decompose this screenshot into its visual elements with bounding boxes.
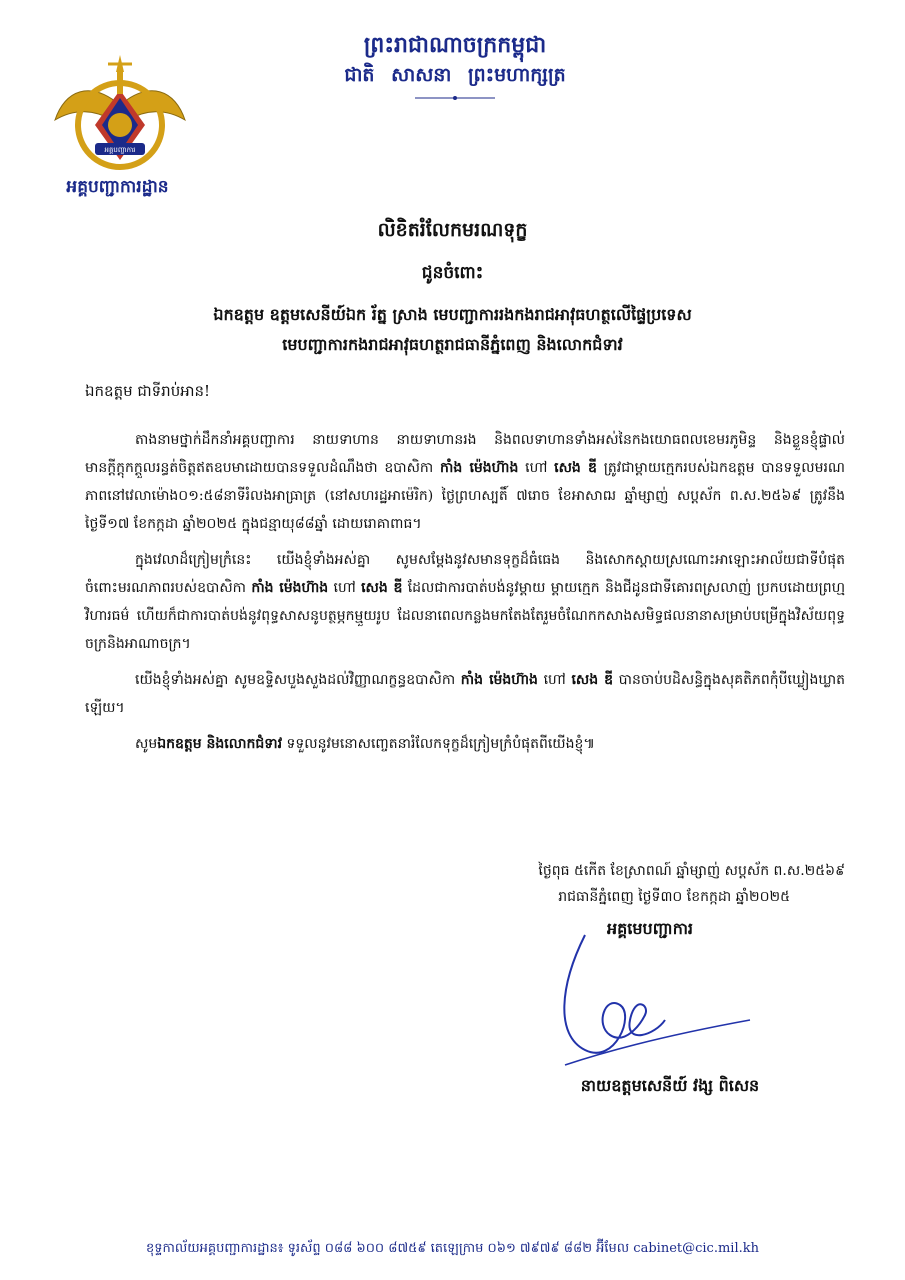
paragraph-3: យើងខ្ញុំទាំងអស់គ្នា សូមឧទ្ទិសបួងសួងដល់វិញ្ញាណក្ខន្ធឧបាសិកា កាំង ម៉េងហ៊ាង ហៅ សេង ឌី បានចាប់បដិសន្ធិក្នុងសុគតិភពកុំបីឃ្លៀងឃ្លាតឡើយ។: [85, 672, 846, 716]
letter-date: [400, 858, 845, 910]
paragraph-1: តាងនាមថ្នាក់ដឹកនាំអគ្គបញ្ជាការ នាយទាហាន នាយទាហានរង និងពលទាហានទាំងអស់នៃកងយោធពលខេមរភូមិន្ទ និងខ្លួនខ្ញុំផ្ទាល់ មានក្តីក្តុកក្តួលរន្ធត់ចិត្តឥតឧបមាដោយបានទទួលដំណឹងថា ឧបាសិកា កាំង ម៉េងហ៊ាង ហៅ សេង ឌី ត្រូវជាម្តាយក្មេករបស់ឯកឧត្តម បានទទួលមរណភាពនៅវេលាម៉ោង០១:៥៨នាទីរំលងអាធ្រាត្រ (នៅសហរដ្ឋអាម៉េរិក) ថ្ងៃព្រហស្បតិ៍ ៧រោច ខែអាសាឍ ឆ្នាំម្សាញ់ សប្តស័ក ព.ស.២៥៦៩ ត្រូវនឹងថ្ងៃទី១៧ ខែកក្កដា ឆ្នាំ២០២៥ ក្នុងជន្មាយុ៨៨ឆ្នាំ ដោយរោគាពាធ។: [85, 432, 846, 532]
lunar-date: ថ្ងៃពុធ ៥កើត ខែស្រាពណ៍ ឆ្នាំម្សាញ់ សប្តស័ក ព.ស.២៥៦៩: [538, 863, 845, 879]
recipient-line-1: ឯកឧត្តម ឧត្តមសេនីយ៍ឯក រ័ត្ន ស្រាង មេបញ្ជាការរងកងរាជអាវុធហត្ថលើផ្ទៃប្រទេស: [213, 305, 692, 324]
kingdom-name: ព្រះរាជាណាចក្រកម្ពុជា: [363, 32, 547, 58]
signature: [545, 925, 755, 1085]
to-label: ជូនចំពោះ: [421, 263, 484, 283]
national-motto: ជាតិ សាសនា ព្រះមហាក្សត្រ: [344, 63, 566, 86]
footer-contact: ខុទ្ទកាល័យអគ្គបញ្ជាការដ្ឋាន៖ ទូរស័ព្ទ ០៨៨ ៦០០ ៨៧៥៩ តេឡេក្រាម ០៦១ ៧៩៧៩ ៨៨២ អ៊ីមែល cabinet@cic.mil.kh: [146, 1241, 759, 1256]
signer-name: នាយឧត្តមសេនីយ៍ វង្ស ពិសេន: [580, 1076, 760, 1095]
paragraph-4: សូមឯកឧត្តម និងលោកជំទាវ ទទួលនូវមនោសញ្ចេតនារំលែកទុក្ខដ៏ក្រៀមក្រំបំផុតពីយើងខ្ញុំ៕: [135, 736, 596, 752]
salutation: ឯកឧត្តម ជាទីរាប់អាន!: [85, 382, 211, 400]
military-emblem: [50, 50, 190, 175]
kingdom-header: [270, 30, 640, 101]
recipient-line-2: មេបញ្ជាការកងរាជអាវុធហត្ថរាជធានីភ្នំពេញ និងលោកជំទាវ: [282, 334, 623, 354]
ornament-divider: [415, 95, 495, 101]
paragraph-2: ក្នុងវេលាដ៏ក្រៀមក្រំនេះ យើងខ្ញុំទាំងអស់គ្នា សូមសម្តែងនូវសមានទុក្ខដ៏ធំធេង និងសោកស្តាយស្រណោះអាឡោះអាល័យជាទីបំផុត ចំពោះមរណភាពរបស់ឧបាសិកា កាំង ម៉េងហ៊ាង ហៅ សេង ឌី ដែលជាការបាត់បង់នូវម្តាយ ម្តាយក្មេក និងជីដូនជាទីគោរពស្រលាញ់ ប្រកបដោយព្រហ្មវិហារធម៌ ហើយក៏ជាការបាត់បង់នូវពុទ្ធសាសនូបត្ថម្ភកម្មួយរូប ដែលនាពេលកន្លងមកតែងតែរួមចំណែកកសាងសមិទ្ធផលនានាសម្រាប់បម្រើក្នុងវិស័យពុទ្ធចក្រនិងអាណាចក្រ។: [85, 552, 846, 652]
letter-body: [85, 426, 845, 766]
solar-date: រាជធានីភ្នំពេញ ថ្ងៃទី៣០ ខែកក្កដា ឆ្នាំ២០២៥: [558, 889, 790, 905]
department-name: អគ្គបញ្ជាការដ្ឋាន: [66, 177, 169, 197]
signer-title: អគ្គមេបញ្ជាការ: [606, 919, 693, 938]
letter-title: លិខិតរំលែកមរណទុក្ខ: [377, 219, 528, 241]
svg-text:អគ្គបញ្ជាការ: អគ្គបញ្ជាការ: [104, 146, 136, 154]
recipient: [60, 300, 845, 359]
